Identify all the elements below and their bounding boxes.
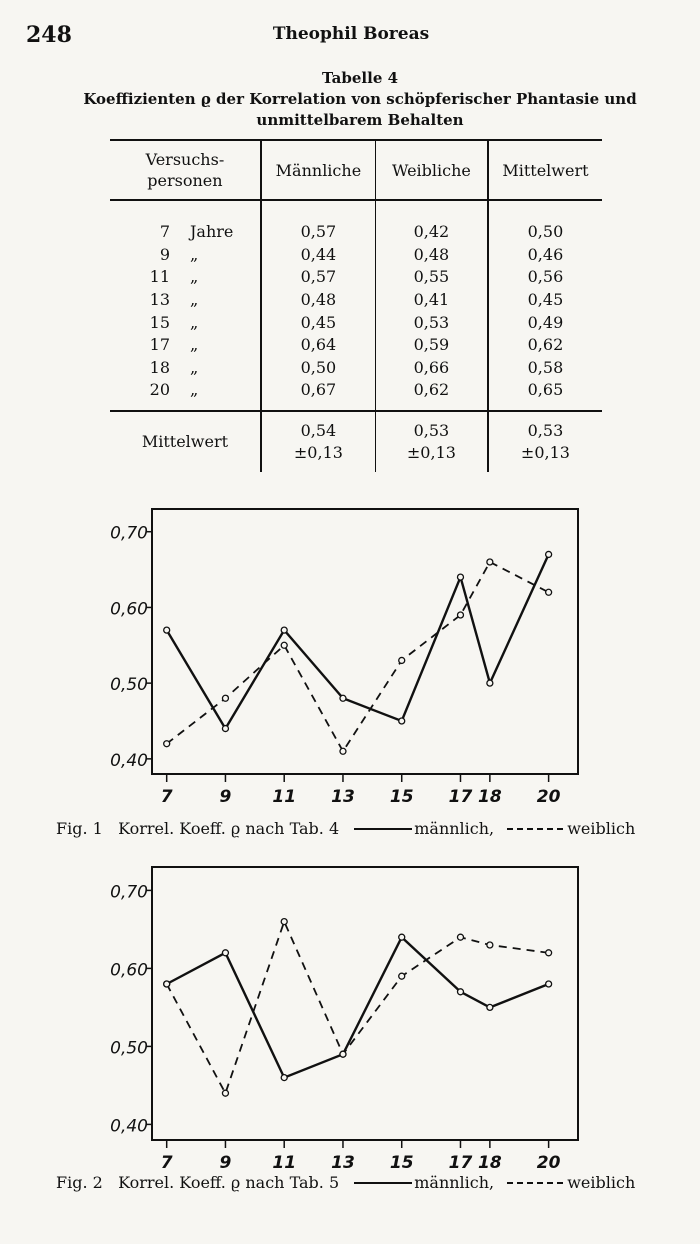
figure-2-caption-text: Korrel. Koeff. ϱ nach Tab. 5 xyxy=(118,1173,340,1192)
male-value: 0,64 xyxy=(261,334,376,357)
female-data-point xyxy=(222,695,228,701)
footer-w-value: 0,53 xyxy=(413,420,450,440)
legend-solid-line-icon xyxy=(354,828,412,830)
header-weibliche: Weibliche xyxy=(375,140,487,200)
female-series-line xyxy=(167,562,549,751)
x-tick-label: 13 xyxy=(331,1153,355,1170)
male-data-point xyxy=(399,718,405,724)
x-tick-label: 18 xyxy=(478,1153,502,1170)
age-cell xyxy=(110,244,261,267)
male-data-point xyxy=(164,627,170,633)
female-value: 0,42 xyxy=(375,221,487,244)
male-data-point xyxy=(546,981,552,987)
mean-value: 0,45 xyxy=(488,289,602,312)
x-tick-label: 17 xyxy=(448,1153,473,1170)
table-row xyxy=(110,379,602,402)
x-tick-label: 20 xyxy=(536,787,561,807)
header-versuchspersonen xyxy=(110,140,261,200)
footer-label: Mittelwert xyxy=(141,431,229,451)
page-header xyxy=(26,22,676,52)
age-cell xyxy=(110,311,261,334)
age-number: 9 xyxy=(159,244,170,264)
x-tick-label: 9 xyxy=(219,787,232,807)
x-tick-label: 17 xyxy=(448,787,473,807)
female-data-point xyxy=(546,950,552,956)
female-data-point xyxy=(546,589,552,595)
male-data-point xyxy=(399,934,405,940)
age-number: 18 xyxy=(149,357,170,377)
female-data-point xyxy=(164,741,170,747)
male-value: 0,50 xyxy=(261,357,376,380)
table-row xyxy=(110,311,602,334)
mean-value: 0,62 xyxy=(488,334,602,357)
table-title-line2: unmittelbarem Behalten xyxy=(256,111,464,129)
plot-frame xyxy=(152,509,578,774)
footer-w-sd: ±0,13 xyxy=(406,442,456,462)
age-number: 20 xyxy=(149,380,170,400)
table-spacer xyxy=(110,402,602,411)
figure-1-label: Fig. 1 xyxy=(56,819,103,838)
female-value: 0,48 xyxy=(375,244,487,267)
figure-1-caption xyxy=(56,818,676,838)
female-value: 0,62 xyxy=(375,379,487,402)
mean-value: 0,50 xyxy=(488,221,602,244)
age-number: 15 xyxy=(149,312,170,332)
footer-m-value: 0,54 xyxy=(300,420,337,440)
age-unit: „ xyxy=(190,312,199,332)
age-number: 17 xyxy=(149,335,170,355)
age-number: 7 xyxy=(159,222,170,242)
age-cell xyxy=(110,334,261,357)
male-data-point xyxy=(457,989,463,995)
female-data-point xyxy=(281,919,287,925)
legend-dashed-line-icon xyxy=(507,1182,563,1184)
female-data-point xyxy=(487,942,493,948)
age-unit: Jahre xyxy=(190,222,234,242)
female-data-point xyxy=(487,559,493,565)
male-value: 0,48 xyxy=(261,289,376,312)
table-header-row xyxy=(110,140,602,200)
mean-value: 0,65 xyxy=(488,379,602,402)
age-unit: „ xyxy=(190,290,199,310)
x-tick-label: 7 xyxy=(160,1153,173,1170)
y-tick-label: 0,40 xyxy=(110,750,148,771)
y-tick-label: 0,60 xyxy=(110,599,148,620)
age-unit: „ xyxy=(190,267,199,287)
mean-value: 0,56 xyxy=(488,266,602,289)
female-data-point xyxy=(399,973,405,979)
table-row xyxy=(110,221,602,244)
age-cell xyxy=(110,379,261,402)
table-row xyxy=(110,266,602,289)
male-data-point xyxy=(222,726,228,732)
x-tick-label: 13 xyxy=(331,787,355,807)
figure-2-legend-male: männlich, xyxy=(414,1173,495,1192)
table-row xyxy=(110,244,602,267)
running-head: Theophil Boreas xyxy=(272,24,430,44)
footer-m-sd: ±0,13 xyxy=(293,442,343,462)
age-cell xyxy=(110,289,261,312)
male-data-point xyxy=(487,680,493,686)
y-tick-label: 0,70 xyxy=(110,523,148,544)
male-data-point xyxy=(457,574,463,580)
x-tick-label: 11 xyxy=(272,1153,297,1170)
x-tick-label: 20 xyxy=(536,1153,561,1170)
male-data-point xyxy=(340,1051,346,1057)
x-tick-label: 11 xyxy=(272,787,297,807)
y-tick-label: 0,70 xyxy=(110,882,148,903)
female-value: 0,66 xyxy=(375,357,487,380)
female-value: 0,55 xyxy=(375,266,487,289)
age-cell xyxy=(110,221,261,244)
age-number: 13 xyxy=(149,290,170,310)
footer-weibliche xyxy=(375,411,487,472)
male-data-point xyxy=(164,981,170,987)
y-tick-label: 0,50 xyxy=(110,675,148,696)
header-versuchspersonen-line1: Versuchs- xyxy=(145,150,225,169)
table-spacer xyxy=(110,200,602,221)
header-mittelwert: Mittelwert xyxy=(488,140,602,200)
female-data-point xyxy=(340,748,346,754)
y-tick-label: 0,40 xyxy=(110,1116,148,1137)
female-data-point xyxy=(222,1090,228,1096)
male-value: 0,57 xyxy=(261,266,376,289)
age-number: 11 xyxy=(149,267,170,287)
female-data-point xyxy=(281,642,287,648)
female-value: 0,41 xyxy=(375,289,487,312)
footer-maennliche xyxy=(261,411,376,472)
male-series-line xyxy=(167,554,549,728)
female-data-point xyxy=(399,657,405,663)
figure-2-label: Fig. 2 xyxy=(56,1173,103,1192)
table-row xyxy=(110,289,602,312)
mean-value: 0,49 xyxy=(488,311,602,334)
x-tick-label: 7 xyxy=(160,787,173,807)
figure-1-legend-male: männlich, xyxy=(414,819,495,838)
table-title-line1: Koeffizienten ϱ der Korrelation von schöpferischer Phantasie und xyxy=(83,90,637,108)
male-data-point xyxy=(487,1004,493,1010)
table-row xyxy=(110,357,602,380)
male-data-point xyxy=(281,627,287,633)
footer-mean-value: 0,53 xyxy=(527,420,564,440)
figure-1-chart xyxy=(0,498,700,818)
female-value: 0,59 xyxy=(375,334,487,357)
male-data-point xyxy=(222,950,228,956)
plot-frame xyxy=(152,867,578,1140)
female-data-point xyxy=(457,612,463,618)
female-data-point xyxy=(457,934,463,940)
male-value: 0,67 xyxy=(261,379,376,402)
table-body xyxy=(110,200,602,411)
x-tick-label: 15 xyxy=(389,1153,414,1170)
correlation-table xyxy=(110,139,602,472)
header-versuchspersonen-line2: personen xyxy=(147,171,223,190)
male-data-point xyxy=(340,695,346,701)
table-row xyxy=(110,334,602,357)
age-cell xyxy=(110,266,261,289)
male-value: 0,57 xyxy=(261,221,376,244)
male-value: 0,45 xyxy=(261,311,376,334)
footer-mean-sd: ±0,13 xyxy=(520,442,570,462)
age-unit: „ xyxy=(190,380,199,400)
y-tick-label: 0,60 xyxy=(110,960,148,981)
male-data-point xyxy=(546,551,552,557)
male-data-point xyxy=(281,1075,287,1081)
mean-value: 0,58 xyxy=(488,357,602,380)
x-tick-label: 15 xyxy=(389,787,414,807)
age-unit: „ xyxy=(190,244,199,264)
figure-2-legend-female: weiblich xyxy=(567,1173,636,1192)
age-cell xyxy=(110,357,261,380)
x-tick-label: 18 xyxy=(478,787,502,807)
legend-solid-line-icon xyxy=(354,1182,412,1184)
table-caption xyxy=(60,68,660,131)
age-unit: „ xyxy=(190,335,199,355)
age-unit: „ xyxy=(190,357,199,377)
mean-value: 0,46 xyxy=(488,244,602,267)
table-footer-row xyxy=(110,411,602,472)
figure-1-legend-female: weiblich xyxy=(567,819,636,838)
x-tick-label: 9 xyxy=(219,1153,232,1170)
male-value: 0,44 xyxy=(261,244,376,267)
legend-dashed-line-icon xyxy=(507,828,563,830)
footer-mittelwert xyxy=(488,411,602,472)
table-label: Tabelle 4 xyxy=(321,69,399,87)
y-tick-label: 0,50 xyxy=(110,1038,148,1059)
figure-1-caption-text: Korrel. Koeff. ϱ nach Tab. 4 xyxy=(118,819,340,838)
page-number: 248 xyxy=(26,22,72,48)
header-maennliche: Männliche xyxy=(261,140,376,200)
figure-2-caption xyxy=(56,1172,676,1192)
female-value: 0,53 xyxy=(375,311,487,334)
figure-2-chart xyxy=(0,860,700,1170)
